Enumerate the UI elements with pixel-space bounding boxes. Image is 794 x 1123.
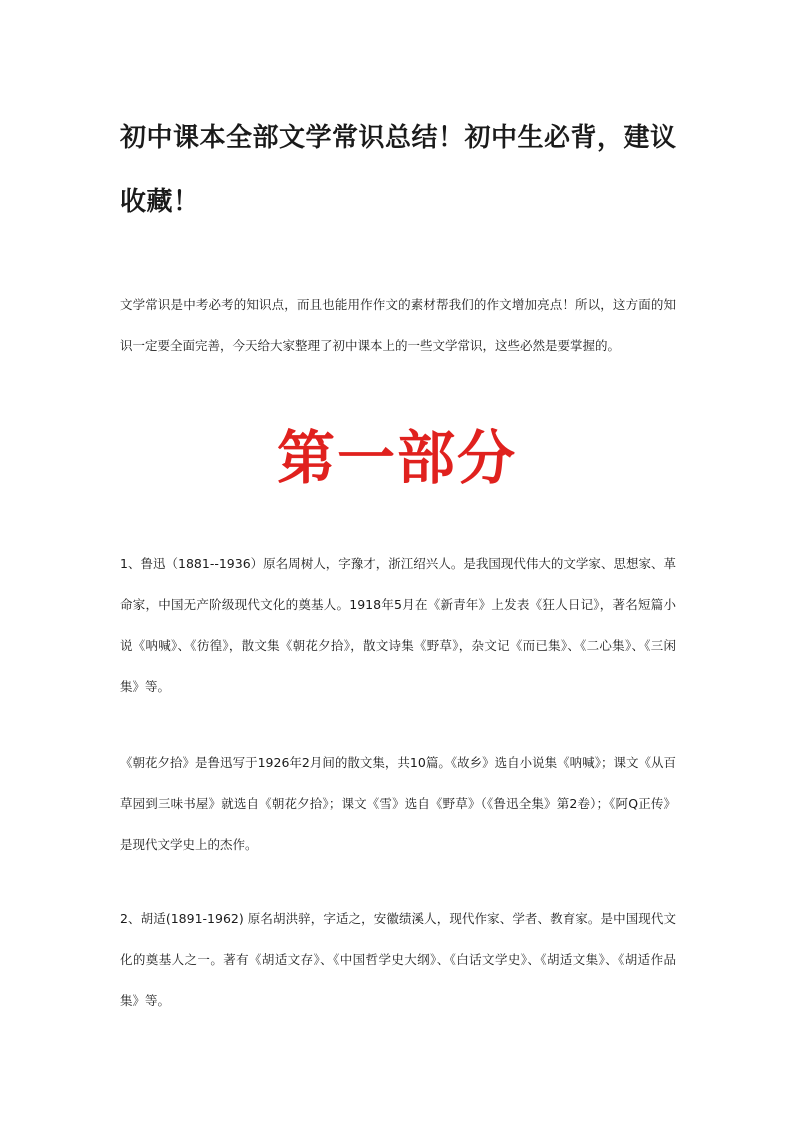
- paragraph-zhao-hua-xi-shi: 《朝花夕拾》是鲁迅写于1926年2月间的散文集，共10篇。《故乡》选自小说集《呐喊》；课文《从百草园到三味书屋》就选自《朝花夕拾》；课文《雪》选自《野草》（《鲁迅全集》第2卷）；《阿Q正传》是现代文学史上的杰作。: [120, 755, 676, 852]
- paragraph-lu-xun: 1、鲁迅（1881--1936）原名周树人，字豫才，浙江绍兴人。是我国现代伟大的文学家、思想家、革命家，中国无产阶级现代文化的奠基人。1918年5月在《新青年》上发表《狂人日记》，著名短篇小说《呐喊》、《彷徨》，散文集《朝花夕拾》，散文诗集《野草》，杂文记《而已集》、《二心集》、《三闲集》等。: [120, 556, 676, 694]
- section-banner: 第一部分: [276, 424, 517, 492]
- paragraph-hu-shi: 2、胡适(1891-1962) 原名胡洪骍，字适之，安徽绩溪人，现代作家、学者、教育家。是中国现代文化的奠基人之一。著有《胡适文存》、《中国哲学史大纲》、《白话文学史》、《胡适文集》、《胡适作品集》等。: [120, 911, 676, 1008]
- intro-paragraph: 文学常识是中考必考的知识点，而且也能用作作文的素材帮我们的作文增加亮点！所以，这方面的知识一定要全面完善，今天给大家整理了初中课本上的一些文学常识，这些必然是要掌握的。: [120, 297, 676, 353]
- article-title: 初中课本全部文学常识总结！初中生必背，建议收藏！: [120, 123, 677, 217]
